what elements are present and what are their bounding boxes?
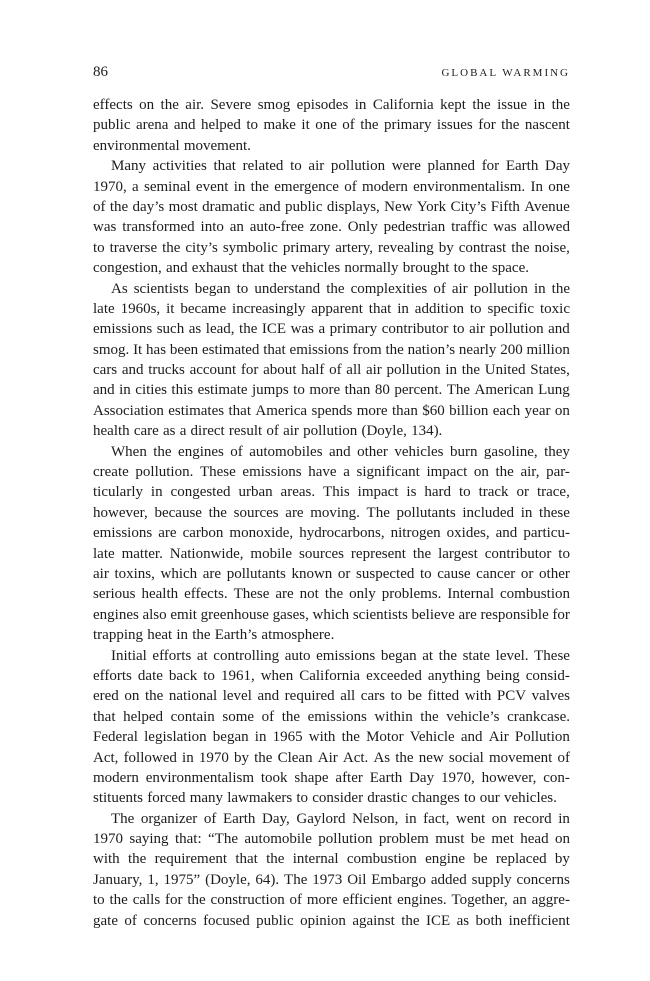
- text-line: As scientists began to understand the complexities of air pollution in the: [111, 280, 570, 297]
- text-line: was transformed into an auto-free zone. Only pedestrian traffic was allowed: [93, 219, 570, 236]
- text-line: health care as a direct result of air pollution (Doyle, 134).: [93, 423, 443, 440]
- text-line: effects on the air. Severe smog episodes in California kept the issue in the: [93, 97, 570, 113]
- text-line: create pollution. These emissions have a significant impact on the air, par-: [93, 464, 570, 481]
- text-line: with the requirement that the internal combustion engine be replaced by: [93, 851, 570, 868]
- text-line: Initial efforts at controlling auto emissions began at the state level. These: [111, 647, 570, 664]
- text-line: and in cities this estimate jumps to more than 80 percent. The American Lung: [93, 382, 570, 399]
- text-line: congestion, and exhaust that the vehicles normally brought to the space.: [93, 260, 529, 277]
- text-line: ered on the national level and required all cars to be fitted with PCV valves: [93, 688, 570, 705]
- text-line: efforts date back to 1961, when California exceeded anything being consid-: [93, 667, 570, 684]
- page-number: 86: [93, 64, 108, 80]
- text-line: When the engines of automobiles and other vehicles burn gasoline, they: [111, 443, 570, 460]
- text-line: emissions are carbon monoxide, hydrocarbons, nitrogen oxides, and particu-: [93, 525, 570, 542]
- text-line: ticularly in congested urban areas. This impact is hard to track or trace,: [93, 484, 570, 501]
- text-line: gate of concerns focused public opinion against the ICE as both inefficient: [93, 912, 570, 929]
- text-line: stituents forced many lawmakers to consider drastic changes to our vehicles.: [93, 790, 557, 807]
- text-line: Association estimates that America spends more than $60 billion each year on: [93, 402, 570, 419]
- text-line: modern environmentalism took shape after Earth Day 1970, however, con-: [93, 769, 570, 786]
- text-line: 1970 saying that: “The automobile pollution problem must be met head on: [93, 831, 570, 848]
- text-line: however, because the sources are moving. The pollutants included in these: [93, 504, 570, 521]
- text-line: The organizer of Earth Day, Gaylord Nelson, in fact, went on record in: [111, 810, 570, 827]
- text-line: of the day’s most dramatic and public displays, New York City’s Fifth Avenue: [93, 198, 570, 215]
- text-line: trapping heat in the Earth’s atmosphere.: [93, 627, 335, 644]
- text-line: serious health effects. These are not the only problems. Internal combustion: [93, 586, 570, 603]
- text-line: that helped contain some of the emissions within the vehicle’s crankcase.: [93, 708, 570, 725]
- text-line: late matter. Nationwide, mobile sources represent the largest contributor to: [93, 545, 570, 562]
- running-head: GLOBAL WARMING: [441, 67, 570, 79]
- text-line: engines also emit greenhouse gases, which scientists believe are responsible for: [93, 606, 570, 623]
- body-text: [93, 95, 570, 931]
- text-line: environmental movement.: [93, 137, 251, 154]
- text-line: Many activities that related to air pollution were planned for Earth Day: [111, 158, 570, 175]
- text-line: smog. It has been estimated that emissions from the nation’s nearly 200 million: [93, 341, 570, 358]
- text-line: cars and trucks account for about half of all air pollution in the United States,: [93, 362, 570, 379]
- text-line: emissions such as lead, the ICE was a primary contributor to air pollution and: [93, 321, 570, 338]
- text-line: Act, followed in 1970 by the Clean Air Act. As the new social movement of: [93, 749, 570, 766]
- text-line: to the calls for the construction of more efficient engines. Together, an aggre-: [93, 892, 570, 909]
- text-line: public arena and helped to make it one of the primary issues for the nascent: [93, 117, 570, 134]
- text-line: Federal legislation began in 1965 with the Motor Vehicle and Air Pollution: [93, 729, 570, 746]
- text-line: late 1960s, it became increasingly apparent that in addition to specific toxic: [93, 300, 570, 317]
- text-line: to traverse the city’s symbolic primary artery, revealing by contrast the noise,: [93, 239, 570, 256]
- text-line: January, 1, 1975” (Doyle, 64). The 1973 Oil Embargo added supply concerns: [93, 871, 570, 888]
- text-line: 1970, a seminal event in the emergence of modern environmentalism. In one: [93, 178, 570, 195]
- text-line: air toxins, which are pollutants known or suspected to cause cancer or other: [93, 565, 570, 582]
